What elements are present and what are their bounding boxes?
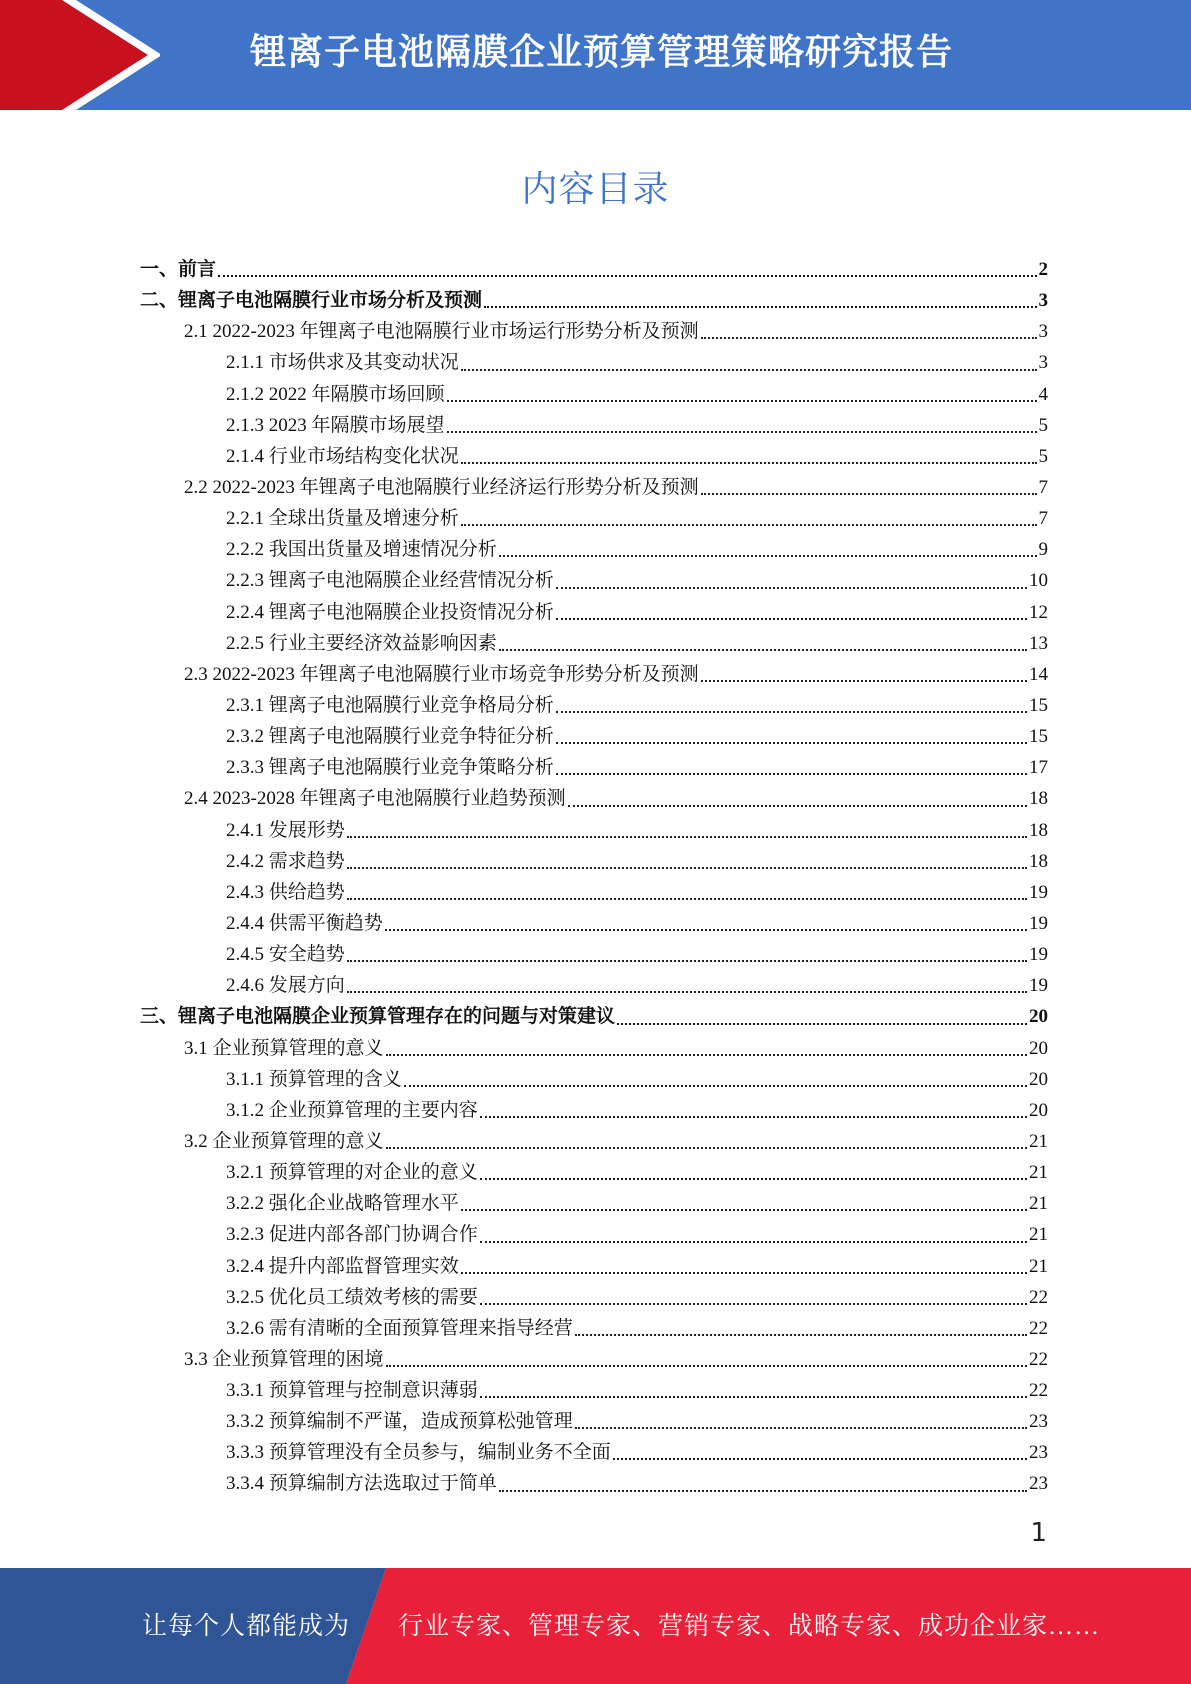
toc-entry-label: 2.1.1 市场供求及其变动状况 xyxy=(226,352,459,374)
toc-entry-page: 3 xyxy=(1038,290,1048,312)
toc-entry-label: 2.4.1 发展形势 xyxy=(226,819,345,841)
toc-leader-dots xyxy=(447,399,1037,402)
toc-entry-label: 3.1.1 预算管理的含义 xyxy=(226,1068,402,1090)
footer-slogan-right: 行业专家、管理专家、营销专家、战略专家、成功企业家…… xyxy=(398,1613,1101,1640)
toc-entry-page: 17 xyxy=(1029,757,1048,779)
toc-entry[interactable] xyxy=(140,1406,1048,1437)
toc-entry-label: 3.2.4 提升内部监督管理实效 xyxy=(226,1255,459,1277)
toc-leader-dots xyxy=(556,617,1027,620)
toc-entry[interactable] xyxy=(140,1001,1048,1032)
header-band xyxy=(0,0,1191,110)
toc-entry-page: 9 xyxy=(1038,539,1048,561)
toc-leader-dots xyxy=(701,336,1037,339)
toc-entry[interactable] xyxy=(140,503,1048,534)
toc-leader-dots xyxy=(461,1208,1027,1211)
toc-entry[interactable] xyxy=(140,565,1048,596)
toc-entry[interactable] xyxy=(140,1157,1048,1188)
toc-entry[interactable] xyxy=(140,1468,1048,1499)
toc-entry[interactable] xyxy=(140,379,1048,410)
toc-leader-dots xyxy=(461,368,1037,371)
toc-entry-page: 23 xyxy=(1029,1473,1048,1495)
toc-leader-dots xyxy=(617,1022,1027,1025)
toc-entry-label: 2.4.2 需求趋势 xyxy=(226,850,345,872)
toc-entry-label: 3.3.3 预算管理没有全员参与，编制业务不全面 xyxy=(226,1442,611,1464)
toc-entry[interactable] xyxy=(140,254,1048,285)
toc-entry[interactable] xyxy=(140,347,1048,378)
toc-leader-dots xyxy=(461,523,1037,526)
toc-entry-page: 14 xyxy=(1029,663,1048,685)
toc-entry[interactable] xyxy=(140,690,1048,721)
toc-entry-label: 3.2.3 促进内部各部门协调合作 xyxy=(226,1224,478,1246)
toc-entry-page: 2 xyxy=(1038,259,1048,280)
toc-entry[interactable] xyxy=(140,939,1048,970)
toc-entry[interactable] xyxy=(140,815,1048,846)
toc-entry[interactable] xyxy=(140,752,1048,783)
toc-entry-page: 3 xyxy=(1038,352,1048,374)
toc-entry-page: 23 xyxy=(1029,1411,1048,1433)
toc-leader-dots xyxy=(347,866,1027,869)
toc-entry-page: 5 xyxy=(1038,414,1048,436)
toc-entry[interactable] xyxy=(140,285,1048,316)
toc-leader-dots xyxy=(701,679,1027,682)
toc-entry-label: 三、锂离子电池隔膜企业预算管理存在的问题与对策建议 xyxy=(140,1006,616,1028)
toc-leader-dots xyxy=(461,1271,1027,1274)
toc-leader-dots xyxy=(499,554,1037,557)
toc-heading: 内容目录 xyxy=(521,169,670,210)
footer-band xyxy=(0,1568,1191,1684)
toc-entry-page: 12 xyxy=(1029,601,1048,623)
toc-entry-label: 3.3.2 预算编制不严谨，造成预算松弛管理 xyxy=(226,1411,573,1433)
toc-leader-dots xyxy=(347,959,1027,962)
toc-entry-label: 3.3.4 预算编制方法选取过于简单 xyxy=(226,1473,497,1495)
toc-leader-dots xyxy=(499,648,1027,651)
toc-entry[interactable] xyxy=(140,877,1048,908)
toc-entry-page: 20 xyxy=(1029,1006,1048,1028)
toc-entry-page: 4 xyxy=(1038,383,1048,405)
toc-entry-page: 22 xyxy=(1029,1317,1048,1339)
toc-leader-dots xyxy=(484,305,1036,308)
toc-leader-dots xyxy=(447,430,1037,433)
toc-leader-dots xyxy=(575,1333,1027,1336)
toc-entry[interactable] xyxy=(140,1375,1048,1406)
toc-entry-page: 23 xyxy=(1029,1442,1048,1464)
toc-leader-dots xyxy=(701,492,1037,495)
toc-entry[interactable] xyxy=(140,970,1048,1001)
toc-entry-label: 2.2.4 锂离子电池隔膜企业投资情况分析 xyxy=(226,601,554,623)
toc-entry-page: 19 xyxy=(1029,975,1048,997)
toc-entry-page: 19 xyxy=(1029,912,1048,934)
toc-entry-label: 2.2.3 锂离子电池隔膜企业经营情况分析 xyxy=(226,570,554,592)
toc-leader-dots xyxy=(480,1240,1027,1243)
toc-entry[interactable] xyxy=(140,846,1048,877)
toc-entry[interactable] xyxy=(140,1344,1048,1375)
toc-entry-label: 3.3.1 预算管理与控制意识薄弱 xyxy=(226,1380,478,1402)
toc-leader-dots xyxy=(480,1302,1027,1305)
toc-leader-dots xyxy=(385,928,1027,931)
toc-entry-page: 21 xyxy=(1029,1224,1048,1246)
toc-entry-label: 2.2.5 行业主要经济效益影响因素 xyxy=(226,632,497,654)
toc-entry[interactable] xyxy=(140,659,1048,690)
toc-entry-label: 3.2.2 强化企业战略管理水平 xyxy=(226,1193,459,1215)
toc-entry[interactable] xyxy=(140,1282,1048,1313)
toc-entry-label: 2.4.4 供需平衡趋势 xyxy=(226,912,383,934)
toc-entry-page: 22 xyxy=(1029,1286,1048,1308)
footer-slogan-left: 让每个人都能成为 xyxy=(142,1613,351,1640)
toc-entry-label: 3.2.1 预算管理的对企业的意义 xyxy=(226,1162,478,1184)
toc-leader-dots xyxy=(556,741,1027,744)
toc-entry-label: 2.3.3 锂离子电池隔膜行业竞争策略分析 xyxy=(226,757,554,779)
toc-entry[interactable] xyxy=(140,410,1048,441)
toc-entry-label: 2.3.2 锂离子电池隔膜行业竞争特征分析 xyxy=(226,726,554,748)
toc-leader-dots xyxy=(347,897,1027,900)
toc-entry[interactable] xyxy=(140,1126,1048,1157)
toc-leader-dots xyxy=(347,990,1027,993)
page-number: 1 xyxy=(1030,1518,1047,1548)
toc-leader-dots xyxy=(480,1115,1027,1118)
toc-entry[interactable] xyxy=(140,1188,1048,1219)
toc-entry-label: 3.3 企业预算管理的困境 xyxy=(184,1348,384,1370)
toc-entry-label: 2.4.6 发展方向 xyxy=(226,975,345,997)
toc-leader-dots xyxy=(568,804,1027,807)
toc-entry-label: 2.4 2023-2028 年锂离子电池隔膜行业趋势预测 xyxy=(184,788,566,810)
toc-entry-page: 13 xyxy=(1029,632,1048,654)
toc-entry-label: 3.2.5 优化员工绩效考核的需要 xyxy=(226,1286,478,1308)
toc-leader-dots xyxy=(386,1146,1027,1149)
toc-leader-dots xyxy=(386,1364,1027,1367)
report-title: 锂离子电池隔膜企业预算管理策略研究报告 xyxy=(249,32,953,73)
toc-entry-label: 二、锂离子电池隔膜行业市场分析及预测 xyxy=(140,290,483,312)
toc-entry-page: 22 xyxy=(1029,1348,1048,1370)
toc-entry-label: 2.3.1 锂离子电池隔膜行业竞争格局分析 xyxy=(226,694,554,716)
toc-entry-page: 20 xyxy=(1029,1099,1048,1121)
toc-entry[interactable] xyxy=(140,1033,1048,1064)
toc-entry-label: 2.1.2 2022 年隔膜市场回顾 xyxy=(226,383,445,405)
toc-entry[interactable] xyxy=(140,1219,1048,1250)
toc-entry-page: 7 xyxy=(1038,476,1048,498)
toc-entry[interactable] xyxy=(140,1437,1048,1468)
toc-leader-dots xyxy=(218,274,1036,277)
toc-entry-page: 21 xyxy=(1029,1130,1048,1152)
toc-entry[interactable] xyxy=(140,441,1048,472)
toc-entry-label: 2.4.3 供给趋势 xyxy=(226,881,345,903)
toc-entry[interactable] xyxy=(140,316,1048,347)
toc-entry-label: 2.2 2022-2023 年锂离子电池隔膜行业经济运行形势分析及预测 xyxy=(184,476,699,498)
toc-entry-page: 10 xyxy=(1029,570,1048,592)
toc-entry[interactable] xyxy=(140,1313,1048,1344)
toc-leader-dots xyxy=(556,710,1027,713)
toc-leader-dots xyxy=(556,772,1027,775)
toc-entry-page: 3 xyxy=(1038,321,1048,343)
toc-entry-label: 3.1.2 企业预算管理的主要内容 xyxy=(226,1099,478,1121)
toc-entry-label: 2.2.1 全球出货量及增速分析 xyxy=(226,508,459,530)
toc-entry-page: 21 xyxy=(1029,1162,1048,1184)
toc-entry-page: 5 xyxy=(1038,445,1048,467)
toc-entry-label: 3.2.6 需有清晰的全面预算管理来指导经营 xyxy=(226,1317,573,1339)
toc-leader-dots xyxy=(386,1053,1027,1056)
toc-entry-label: 2.1.3 2023 年隔膜市场展望 xyxy=(226,414,445,436)
toc-leader-dots xyxy=(613,1457,1027,1460)
toc-entry-page: 21 xyxy=(1029,1255,1048,1277)
toc-leader-dots xyxy=(404,1084,1027,1087)
toc-entry-label: 2.1 2022-2023 年锂离子电池隔膜行业市场运行形势分析及预测 xyxy=(184,321,699,343)
toc-entry-label: 3.1 企业预算管理的意义 xyxy=(184,1037,384,1059)
toc-entry-label: 3.2 企业预算管理的意义 xyxy=(184,1130,384,1152)
toc-entry[interactable] xyxy=(140,534,1048,565)
toc-entry[interactable] xyxy=(140,783,1048,814)
toc-leader-dots xyxy=(347,835,1027,838)
toc-entry-page: 21 xyxy=(1029,1193,1048,1215)
toc-entry-page: 18 xyxy=(1029,819,1048,841)
toc-entry[interactable] xyxy=(140,1251,1048,1282)
toc-entry-label: 2.4.5 安全趋势 xyxy=(226,944,345,966)
toc-entry-page: 19 xyxy=(1029,881,1048,903)
toc-entry-label: 2.3 2022-2023 年锂离子电池隔膜行业市场竞争形势分析及预测 xyxy=(184,663,699,685)
toc-entry-label: 2.2.2 我国出货量及增速情况分析 xyxy=(226,539,497,561)
toc-leader-dots xyxy=(480,1177,1027,1180)
toc-entry[interactable] xyxy=(140,472,1048,503)
toc-entry-page: 18 xyxy=(1029,850,1048,872)
toc-entry-page: 7 xyxy=(1038,508,1048,530)
toc-entry-page: 22 xyxy=(1029,1380,1048,1402)
toc-entry-page: 19 xyxy=(1029,944,1048,966)
toc-entry-label: 2.1.4 行业市场结构变化状况 xyxy=(226,445,459,467)
toc-leader-dots xyxy=(499,1489,1027,1492)
toc-entry-page: 15 xyxy=(1029,694,1048,716)
toc-entry-page: 20 xyxy=(1029,1068,1048,1090)
toc-entry[interactable] xyxy=(140,597,1048,628)
toc-entry[interactable] xyxy=(140,1064,1048,1095)
toc-leader-dots xyxy=(480,1395,1027,1398)
toc-entry[interactable] xyxy=(140,908,1048,939)
toc-leader-dots xyxy=(461,461,1037,464)
toc-leader-dots xyxy=(575,1426,1027,1429)
table-of-contents xyxy=(140,254,1048,1500)
toc-entry-label: 一、前言 xyxy=(140,259,217,280)
toc-entry[interactable] xyxy=(140,721,1048,752)
toc-leader-dots xyxy=(556,586,1027,589)
toc-entry[interactable] xyxy=(140,1095,1048,1126)
toc-entry-page: 18 xyxy=(1029,788,1048,810)
toc-entry-page: 20 xyxy=(1029,1037,1048,1059)
toc-entry-page: 15 xyxy=(1029,726,1048,748)
toc-entry[interactable] xyxy=(140,628,1048,659)
